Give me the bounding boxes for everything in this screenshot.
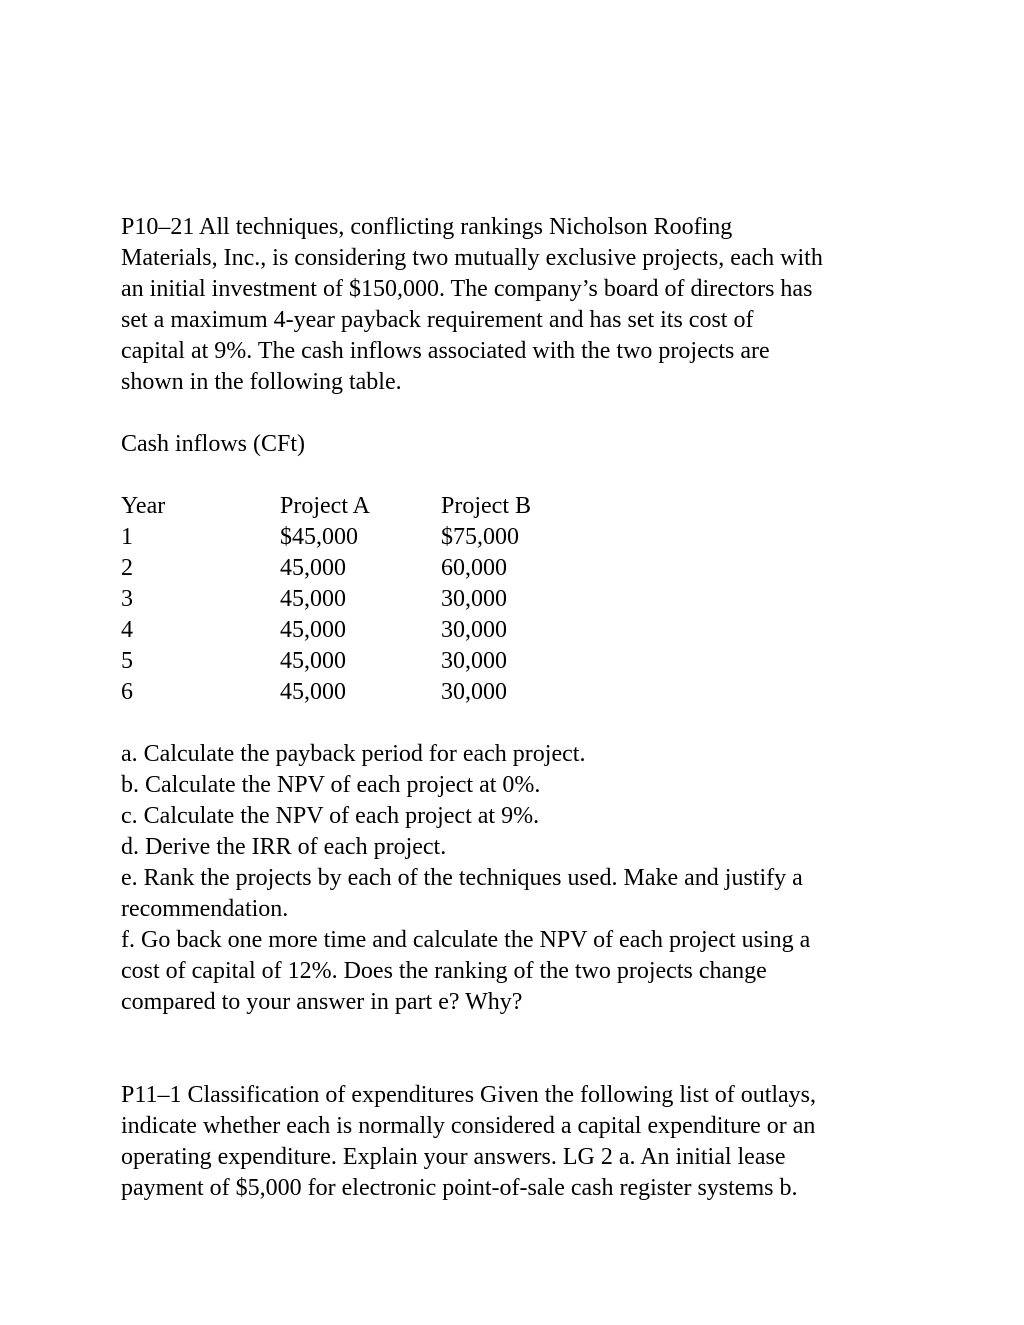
cell-project-a: 45,000 — [280, 586, 346, 612]
question-c: c. Calculate the NPV of each project at 9%. — [121, 803, 540, 829]
cell-year: 5 — [121, 648, 133, 674]
spacer — [121, 398, 921, 429]
table-row — [121, 677, 601, 708]
table-row — [121, 584, 601, 615]
question-f: f. Go back one more time and calculate the NPV of each project using a cost of capital of 12%. Does the ranking of the two projects change compared to your answer in part e? Why? — [121, 927, 811, 1015]
table-header-row — [121, 491, 601, 522]
header-year: Year — [121, 493, 166, 519]
cell-project-b: 30,000 — [441, 586, 507, 612]
question-d: d. Derive the IRR of each project. — [121, 834, 447, 860]
cell-year: 4 — [121, 617, 133, 643]
cell-project-b: 30,000 — [441, 648, 507, 674]
spacer — [121, 460, 921, 491]
cell-project-a: 45,000 — [280, 648, 346, 674]
header-project-b: Project B — [441, 493, 531, 519]
cell-project-a: 45,000 — [280, 617, 346, 643]
cell-year: 1 — [121, 524, 133, 550]
table-row — [121, 646, 601, 677]
cell-project-b: 30,000 — [441, 617, 507, 643]
document-page — [121, 212, 921, 1204]
cell-project-b: 30,000 — [441, 679, 507, 705]
question-b: b. Calculate the NPV of each project at 0%. — [121, 772, 541, 798]
question-e: e. Rank the projects by each of the techniques used. Make and justify a recommendation. — [121, 865, 803, 922]
cell-project-a: 45,000 — [280, 679, 346, 705]
table-row — [121, 553, 601, 584]
cell-year: 6 — [121, 679, 133, 705]
cell-project-a: 45,000 — [280, 555, 346, 581]
table-row — [121, 615, 601, 646]
cell-project-b: $75,000 — [441, 524, 519, 550]
question-a: a. Calculate the payback period for each project. — [121, 741, 586, 767]
header-project-a: Project A — [280, 493, 370, 519]
cell-year: 2 — [121, 555, 133, 581]
question-list — [121, 739, 921, 1018]
cell-project-b: 60,000 — [441, 555, 507, 581]
spacer — [121, 708, 921, 739]
problem-p10-21-intro: P10–21 All techniques, conflicting rankings Nicholson Roofing Materials, Inc., is considering two mutually exclusive projects, each with an initial investment of $150,000. The company’s board of directors has set a maximum 4-year payback requirement and has set its cost of capital at 9%. The cash inflows associated with the two projects are shown in the following table. — [121, 214, 823, 395]
table-title: Cash inflows (CFt) — [121, 431, 306, 457]
cell-project-a: $45,000 — [280, 524, 358, 550]
table-row — [121, 522, 601, 553]
problem-p11-1-text: P11–1 Classification of expenditures Given the following list of outlays, indicate whether each is normally considered a capital expenditure or an operating expenditure. Explain your answers. LG 2 a. An initial lease payment of $5,000 for electronic point-of-sale cash register systems b. — [121, 1082, 817, 1201]
cell-year: 3 — [121, 586, 133, 612]
cash-inflows-table — [121, 491, 601, 708]
spacer — [121, 1018, 921, 1080]
